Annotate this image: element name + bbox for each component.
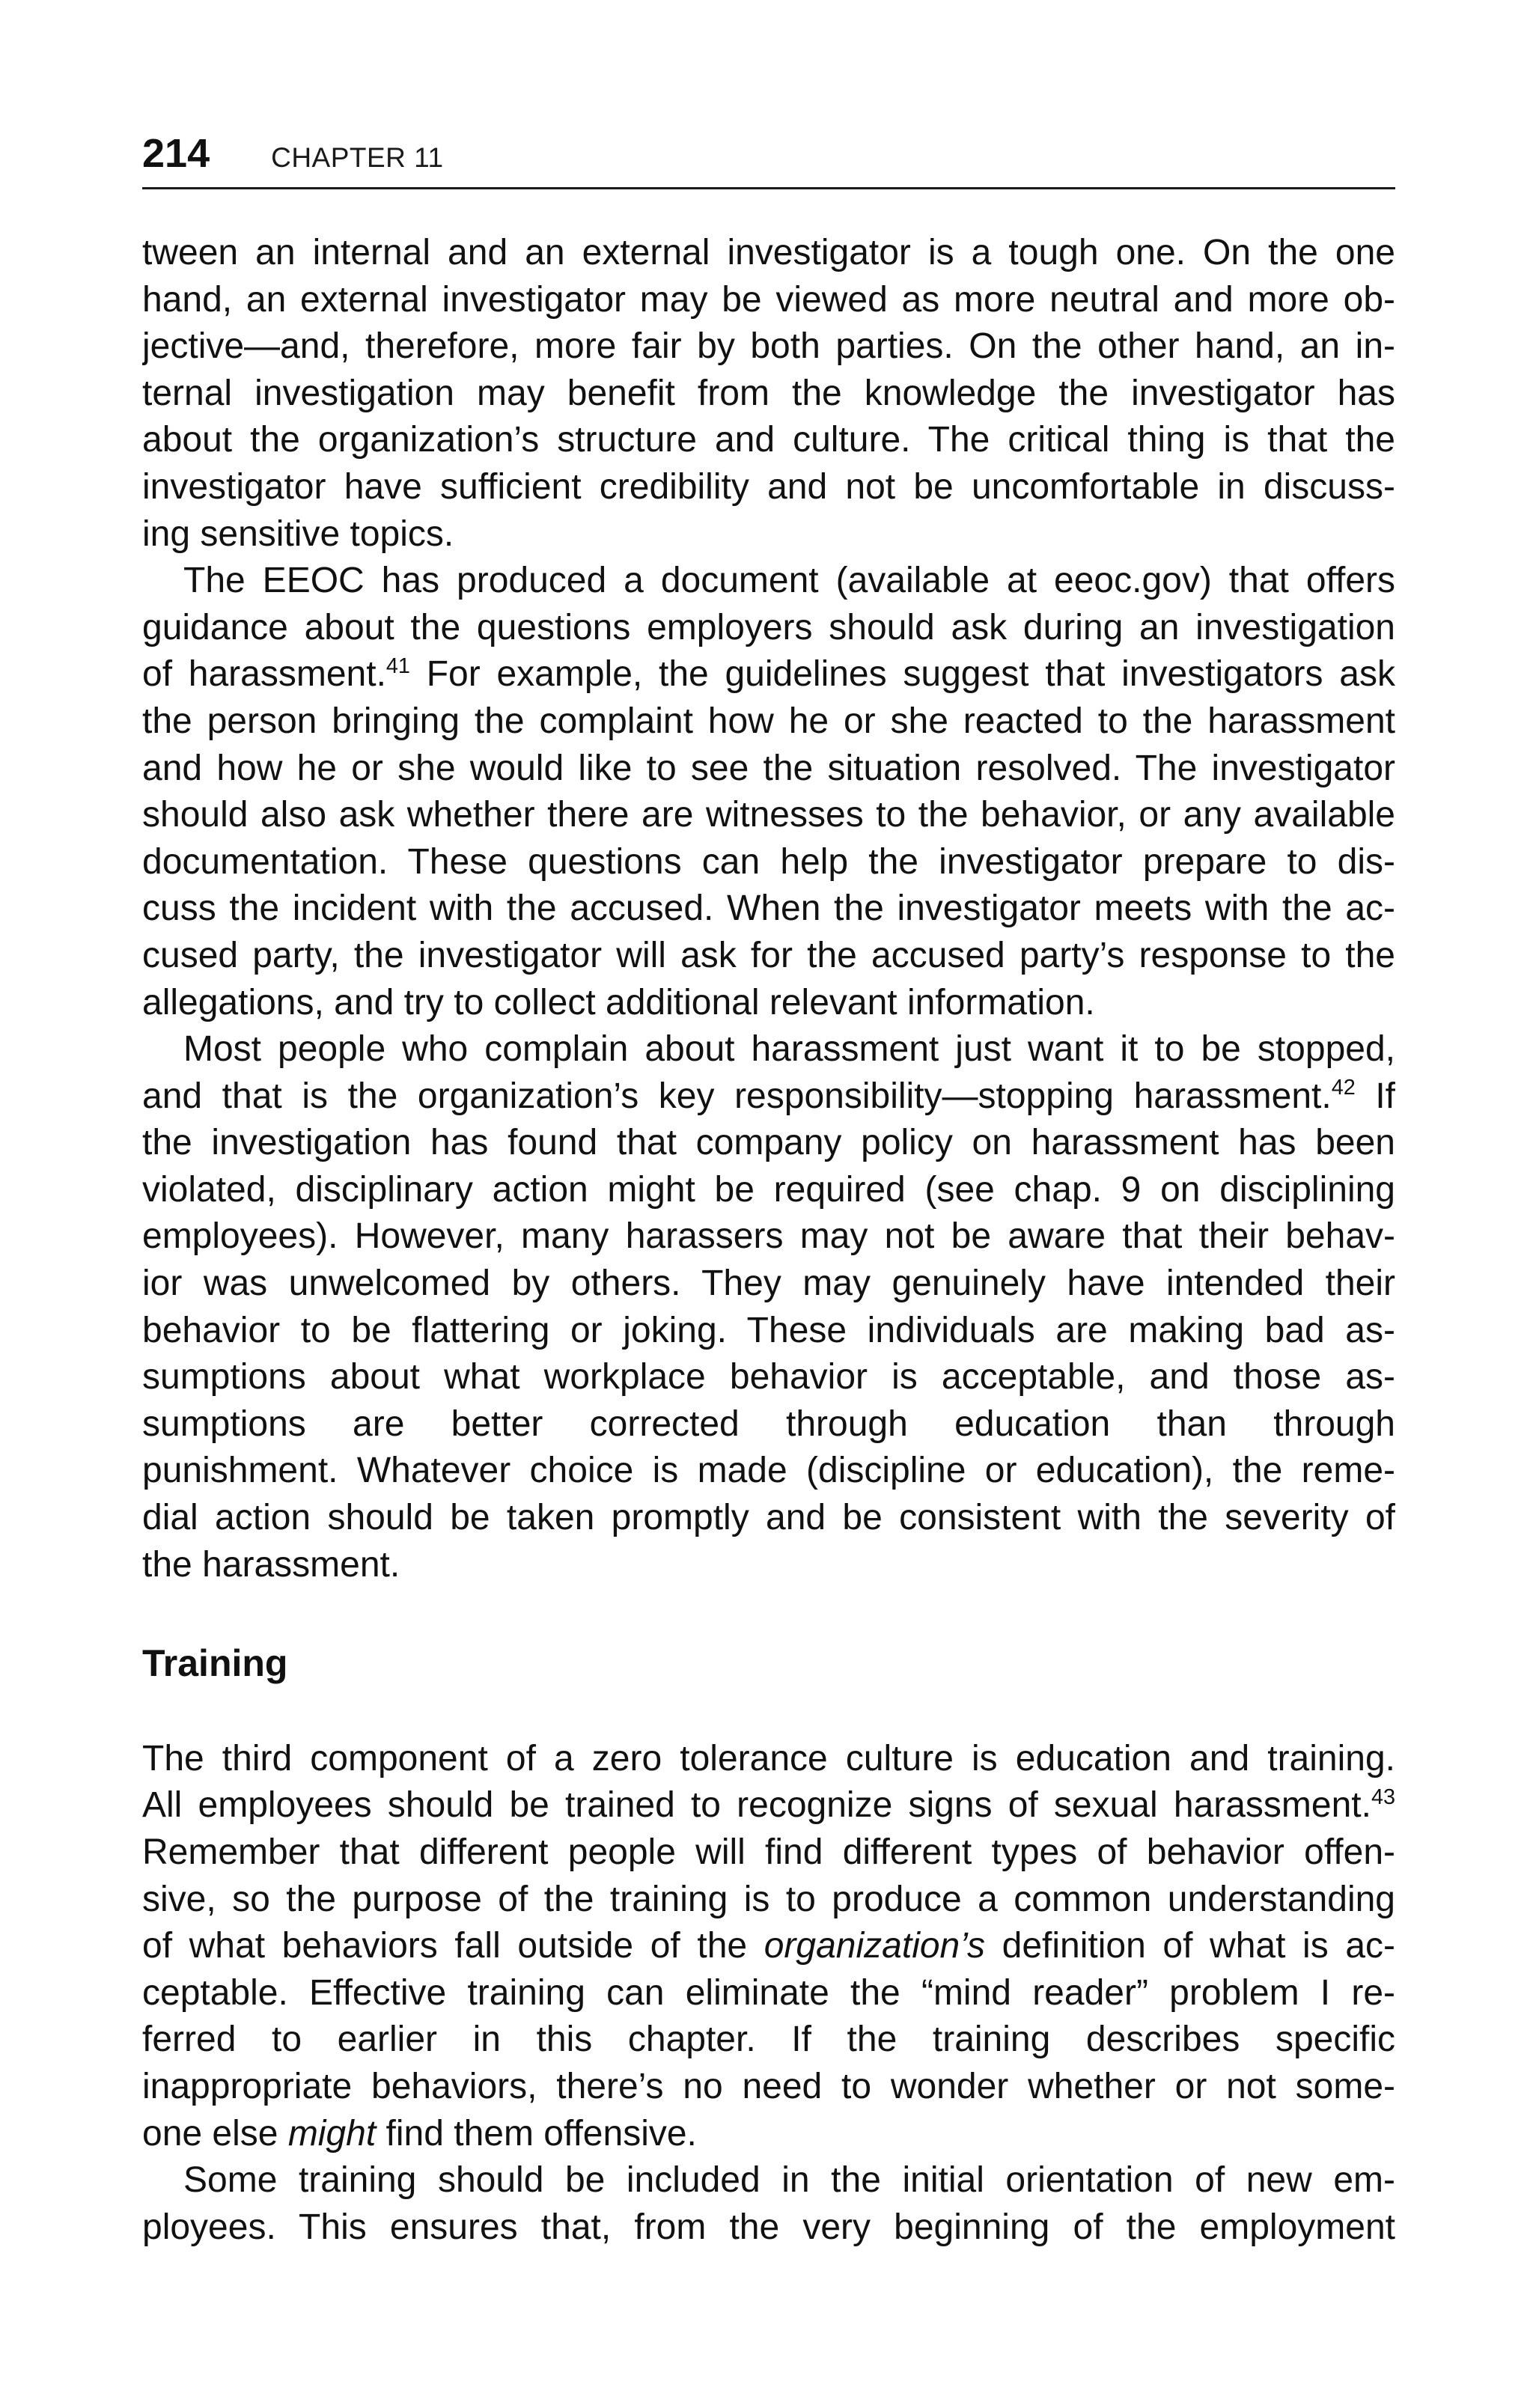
text-line <box>142 1782 1395 1829</box>
text-line <box>142 2204 1395 2252</box>
text-line <box>142 2157 1395 2204</box>
line-text <box>142 2114 697 2154</box>
text-line <box>142 1970 1395 2017</box>
text-line <box>142 933 1395 980</box>
line-text: Most people who complain about harassment just want it to be stopped, <box>183 1029 1395 1070</box>
line-text: sumptions are better corrected through education than through <box>142 1403 1395 1444</box>
running-header <box>142 127 1395 180</box>
line-text: the harassment. <box>142 1544 400 1585</box>
line-text: hand, an external investigator may be viewed as more neutral and more ob- <box>142 279 1395 320</box>
text-line <box>142 417 1395 464</box>
line-text: employees). However, many harassers may not be aware that their behav- <box>142 1216 1395 1257</box>
emphasized-text: might <box>287 2113 377 2154</box>
line-text: ployees. This ensures that, from the very beginning of the employment <box>142 2207 1395 2247</box>
running-head: CHAPTER 11 <box>271 142 444 173</box>
line-text: punishment. Whatever choice is made (discipline or education), the reme- <box>142 1451 1395 1491</box>
line-text: guidance about the questions employers should ask during an investigation <box>142 607 1395 647</box>
text-line <box>142 323 1395 371</box>
text-line <box>142 1923 1395 1970</box>
text-line <box>142 886 1395 933</box>
text-line <box>142 1261 1395 1308</box>
text-line <box>142 230 1395 277</box>
text-segment: and that is the organization’s key responsibility—stopping harassment. <box>142 1076 1332 1116</box>
text-line <box>142 1495 1395 1542</box>
line-text: tween an internal and an external investigator is a tough one. On the one <box>142 233 1395 272</box>
line-text: investigator have sufficient credibility and not be uncomfortable in discuss- <box>142 466 1395 507</box>
text-line <box>142 1213 1395 1261</box>
line-text: Some training should be included in the initial orientation of new em- <box>183 2160 1395 2201</box>
line-text: ior was unwelcomed by others. They may genuinely have intended their <box>142 1264 1395 1304</box>
text-line <box>142 1120 1395 1167</box>
paragraph <box>142 1736 1395 2157</box>
paragraph <box>142 230 1395 558</box>
line-text: cuss the incident with the accused. When the investigator meets with the ac- <box>142 888 1395 929</box>
text-line <box>142 2017 1395 2064</box>
text-segment: definition of what is ac- <box>985 1926 1395 1966</box>
line-text: the investigation has found that company policy on harassment has been <box>142 1123 1395 1163</box>
header-rule <box>142 187 1395 189</box>
line-text: dial action should be taken promptly and be consistent with the severity of <box>142 1498 1395 1538</box>
text-line <box>142 1542 1395 1589</box>
text-line <box>142 558 1395 605</box>
body-text <box>142 230 1395 2251</box>
line-text <box>142 654 1395 694</box>
text-segment: of harassment. <box>142 654 386 695</box>
line-text: Remember that different people will find different types of behavior offen- <box>142 1832 1395 1872</box>
text-line <box>142 511 1395 558</box>
line-text: ternal investigation may benefit from the knowledge the investigator has <box>142 373 1395 413</box>
text-line <box>142 746 1395 793</box>
text-line <box>142 1829 1395 1877</box>
book-page <box>142 0 1395 2408</box>
line-text: jective—and, therefore, more fair by both parties. On the other hand, an in- <box>142 326 1395 367</box>
text-segment: If <box>1355 1076 1395 1116</box>
text-line <box>142 1167 1395 1214</box>
paragraph <box>142 558 1395 1026</box>
line-text: The third component of a zero tolerance culture is education and training. <box>142 1738 1395 1778</box>
text-line <box>142 1073 1395 1121</box>
text-segment: All employees should be trained to recognize signs of sexual harassment. <box>142 1785 1371 1826</box>
text-line <box>142 1736 1395 1783</box>
text-line <box>142 277 1395 324</box>
line-text: sive, so the purpose of the training is to produce a common understanding <box>142 1879 1395 1919</box>
text-line <box>142 1308 1395 1355</box>
text-line <box>142 651 1395 698</box>
page-number: 214 <box>142 131 210 176</box>
text-line <box>142 1877 1395 1924</box>
line-text <box>142 1926 1395 1966</box>
line-text: should also ask whether there are witnesses to the behavior, or any available <box>142 795 1395 835</box>
text-line <box>142 1448 1395 1495</box>
paragraph <box>142 2157 1395 2251</box>
text-line <box>142 980 1395 1027</box>
line-text <box>142 1785 1395 1825</box>
line-text: ceptable. Effective training can eliminate the “mind reader” problem I re- <box>142 1972 1395 2013</box>
text-line <box>142 1354 1395 1401</box>
text-line <box>142 698 1395 746</box>
text-segment: find them offensive. <box>376 2113 697 2154</box>
footnote-reference: 42 <box>1331 1076 1356 1100</box>
text-line <box>142 605 1395 652</box>
text-line <box>142 2064 1395 2111</box>
line-text: and how he or she would like to see the situation resolved. The investigator <box>142 748 1395 788</box>
text-segment: For example, the guidelines suggest that investigators ask <box>409 654 1395 695</box>
text-line <box>142 464 1395 511</box>
text-segment: of what behaviors fall outside of the <box>142 1926 764 1966</box>
line-text: documentation. These questions can help the investigator prepare to dis- <box>142 841 1395 882</box>
text-line <box>142 1401 1395 1448</box>
line-text: cused party, the investigator will ask for the accused party’s response to the <box>142 935 1395 975</box>
footnote-reference: 43 <box>1371 1785 1395 1810</box>
emphasized-text: organization’s <box>764 1926 986 1966</box>
line-text: about the organization’s structure and culture. The critical thing is that the <box>142 420 1395 460</box>
line-text: inappropriate behaviors, there’s no need to wonder whether or not some- <box>142 2066 1395 2106</box>
line-text: behavior to be flattering or joking. These individuals are making bad as- <box>142 1310 1395 1350</box>
line-text: allegations, and try to collect additional relevant information. <box>142 982 1095 1022</box>
section-heading: Training <box>142 1642 288 1685</box>
line-text: sumptions about what workplace behavior is acceptable, and those as- <box>142 1357 1395 1397</box>
text-line <box>142 839 1395 886</box>
text-line <box>142 1026 1395 1073</box>
line-text: ing sensitive topics. <box>142 513 454 554</box>
footnote-reference: 41 <box>385 654 410 679</box>
text-segment: one else <box>142 2113 288 2154</box>
line-text: The EEOC has produced a document (available at eeoc.gov) that offers <box>183 561 1395 601</box>
text-line <box>142 2111 1395 2158</box>
line-text: violated, disciplinary action might be required (see chap. 9 on disciplining <box>142 1169 1395 1210</box>
paragraph <box>142 1026 1395 1588</box>
line-text <box>142 1076 1395 1116</box>
line-text: ferred to earlier in this chapter. If the training describes specific <box>142 2020 1395 2060</box>
line-text: the person bringing the complaint how he or she reacted to the harassment <box>142 701 1395 741</box>
text-line <box>142 371 1395 418</box>
text-line <box>142 792 1395 839</box>
